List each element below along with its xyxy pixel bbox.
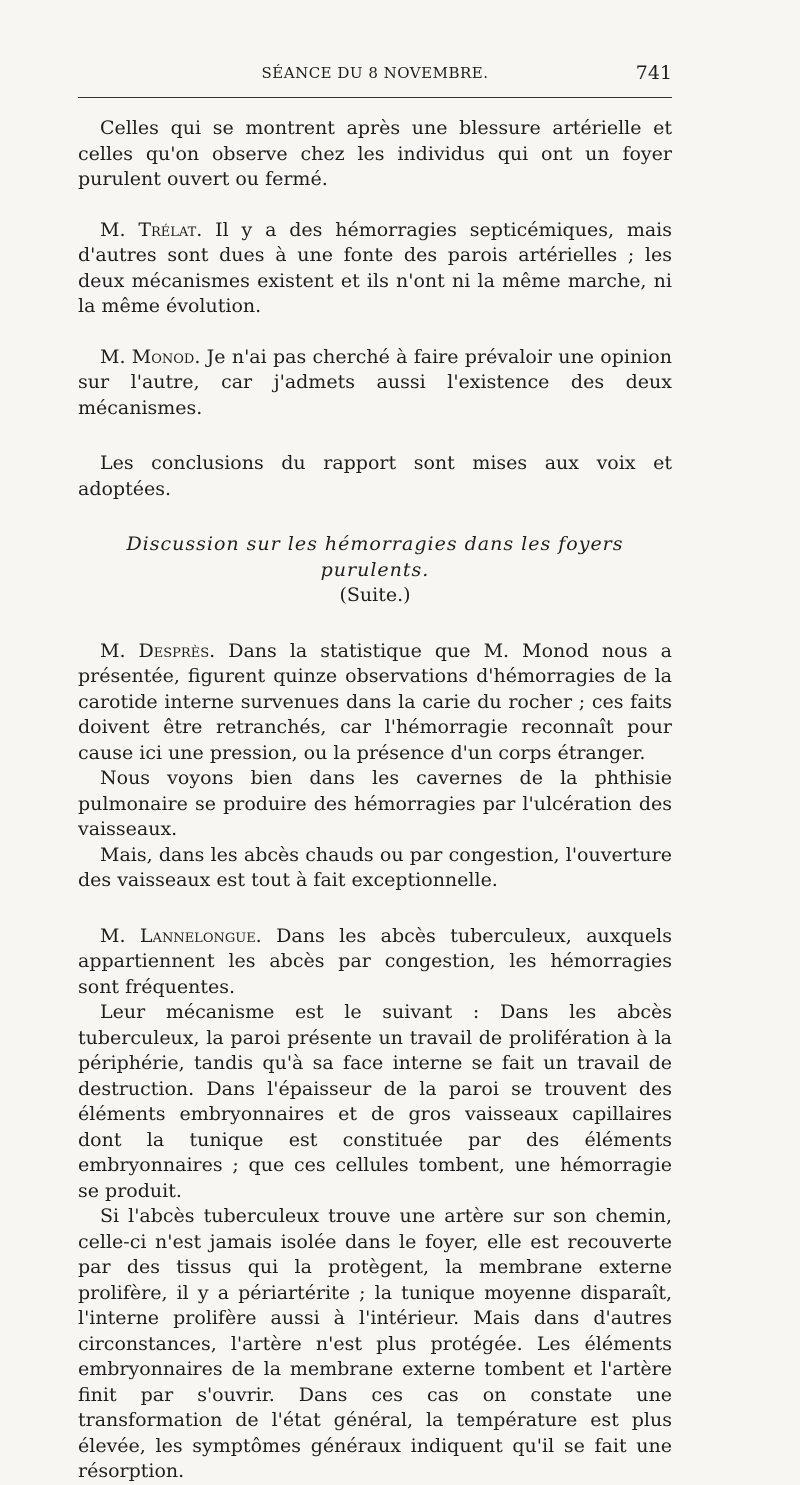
page-body <box>78 116 672 1485</box>
paragraph: Les conclusions du rapport sont mises aux voix et adoptées. <box>78 452 672 500</box>
paragraph: Si l'abcès tuberculeux trouve une artère sur son chemin, celle-ci n'est jamais isolée dans le foyer, elle est recouverte par des tissus qui la protègent, la membrane externe prolifère, il y a périartérite ; la tunique moyenne disparaît, l'interne prolifère aussi à l'intérieur. Mais dans d'autres circonstances, l'artère n'est plus protégée. Les éléments embryonnaires de la membrane externe tombent et l'artère finit par s'ouvrir. Dans ces cas on constate une transformation de l'état général, la température est plus élevée, les symptômes généraux indiquent qu'il se fait une résorption. <box>78 1205 672 1482</box>
paragraph: M. Lannelongue. Dans les abcès tuberculeux, auxquels appartiennent les abcès par congestion, les hémorragies sont fréquentes. <box>78 924 672 998</box>
paragraph: M. Desprès. Dans la statistique que M. Monod nous a présentée, figurent quinze observations d'hémorragies de la carotide interne survenues dans la carie du rocher ; ces faits doivent être retranchés, car l'hémorragie reconnaît pour cause ici une pression, ou la présence d'un corps étranger. <box>78 639 672 764</box>
page-header <box>78 62 672 92</box>
paragraph: Nous voyons bien dans les cavernes de la phthisie pulmonaire se produire des hémorragies par l'ulcération des vaisseaux. <box>78 767 672 840</box>
section-subtitle: (Suite.) <box>339 584 411 606</box>
paragraph: M. Monod. Je n'ai pas cherché à faire prévaloir une opinion sur l'autre, car j'admets aussi l'existence des deux mécanismes. <box>78 345 672 419</box>
paragraph: Mais, dans les abcès chauds ou par congestion, l'ouverture des vaisseaux est tout à fait exceptionnelle. <box>78 843 672 891</box>
speaker-name: M. Desprès. <box>100 639 216 662</box>
paragraph: Leur mécanisme est le suivant : Dans les abcès tuberculeux, la paroi présente un travail de prolifération à la périphérie, tandis qu'à sa face interne se fait un travail de destruction. Dans l'épaisseur de la paroi se trouvent des éléments embryonnaires et de gros vaisseaux capillaires dont la tunique est constituée par des éléments embryonnaires ; que ces cellules tombent, une hémorragie se produit. <box>78 1001 672 1202</box>
paragraph: Celles qui se montrent après une blessure artérielle et celles qu'on observe chez les individus qui ont un foyer purulent ouvert ou fermé. <box>78 117 672 190</box>
page-number: 741 <box>635 62 672 84</box>
running-title: SÉANCE DU 8 NOVEMBRE. <box>261 64 489 82</box>
paragraph: M. Trélat. Il y a des hémorragies septicémiques, mais d'autres sont dues à une fonte des parois artérielles ; les deux mécanismes existent et ils n'ont ni la même marche, ni la même évolution. <box>78 218 672 317</box>
speaker-name: M. Monod. <box>100 345 201 368</box>
section-title: Discussion sur les hémorragies dans les foyers purulents. <box>126 533 624 581</box>
speaker-name: M. Trélat. <box>100 218 203 241</box>
speaker-name: M. Lannelongue. <box>100 924 262 947</box>
header-rule <box>78 97 672 98</box>
